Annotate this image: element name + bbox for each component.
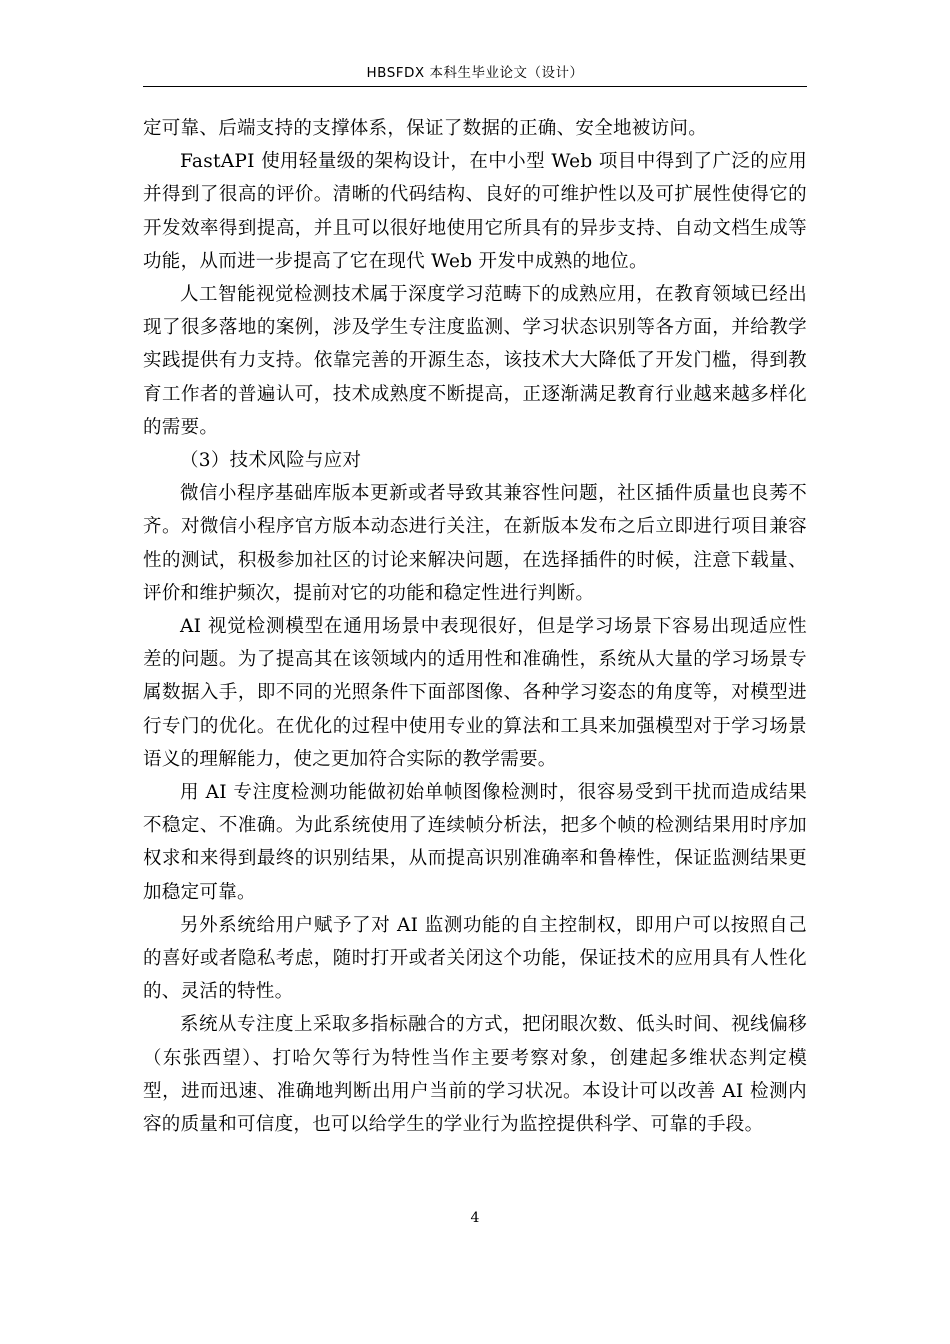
paragraph-multi-indicator: 系统从专注度上采取多指标融合的方式，把闭眼次数、低头时间、视线偏移（东张西望）、打哈欠等行为特性当作主要考察对象，创建起多维状态判定模型，进而迅速、准确地判断出用户当前的学习状况。本设计可以改善 AI 检测内容的质量和可信度，也可以给学生的学业行为监控提供科学、可靠的手段。 (143, 1014, 807, 1136)
paragraph-continuation: 定可靠、后端支持的支撑体系，保证了数据的正确、安全地被访问。 (143, 118, 708, 139)
page-number: 4 (470, 1210, 480, 1226)
document-body (143, 112, 807, 1141)
section-heading: （3）技术风险与应对 (180, 450, 362, 472)
paragraph-fastapi: FastAPI 使用轻量级的架构设计，在中小型 Web 项目中得到了广泛的应用并得到了很高的评价。清晰的代码结构、良好的可维护性以及可扩展性使得它的开发效率得到提高，并且可以很好地使用它所具有的异步支持、自动文档生成等功能，从而进一步提高了它在现代 Web 开发中成熟的地位。 (143, 151, 807, 272)
header-title: HBSFDX 本科生毕业论文（设计） (366, 65, 584, 81)
paragraph-user-control: 另外系统给用户赋予了对 AI 监测功能的自主控制权，即用户可以按照自己的喜好或者隐私考虑，随时打开或者关闭这个功能，保证技术的应用具有人性化的、灵活的特性。 (143, 914, 807, 1003)
paragraph-multi-frame: 用 AI 专注度检测功能做初始单帧图像检测时，很容易受到干扰而造成结果不稳定、不准确。为此系统使用了连续帧分析法，把多个帧的检测结果用时序加权求和来得到最终的识别结果，从而提高识别准确率和鲁棒性，保证监测结果更加稳定可靠。 (143, 782, 807, 903)
page-header (143, 62, 807, 87)
paragraph-ai-vision: 人工智能视觉检测技术属于深度学习范畴下的成熟应用，在教育领域已经出现了很多落地的案例，涉及学生专注度监测、学习状态识别等各方面，并给教学实践提供有力支持。依靠完善的开源生态，该技术大大降低了开发门槛，得到教育工作者的普遍认可，技术成熟度不断提高，正逐渐满足教育行业越来越多样化的需要。 (143, 284, 807, 438)
paragraph-wechat-risk: 微信小程序基础库版本更新或者导致其兼容性问题，社区插件质量也良莠不齐。对微信小程序官方版本动态进行关注，在新版本发布之后立即进行项目兼容性的测试，积极参加社区的讨论来解决问题，在选择插件的时候，注意下载量、评价和维护频次，提前对它的功能和稳定性进行判断。 (143, 483, 807, 604)
paragraph-model-adaptation: AI 视觉检测模型在通用场景中表现很好，但是学习场景下容易出现适应性差的问题。为了提高其在该领域内的适用性和准确性，系统从大量的学习场景专属数据入手，即不同的光照条件下面部图像、各种学习姿态的角度等，对模型进行专门的优化。在优化的过程中使用专业的算法和工具来加强模型对于学习场景语义的理解能力，使之更加符合实际的教学需要。 (143, 616, 807, 770)
